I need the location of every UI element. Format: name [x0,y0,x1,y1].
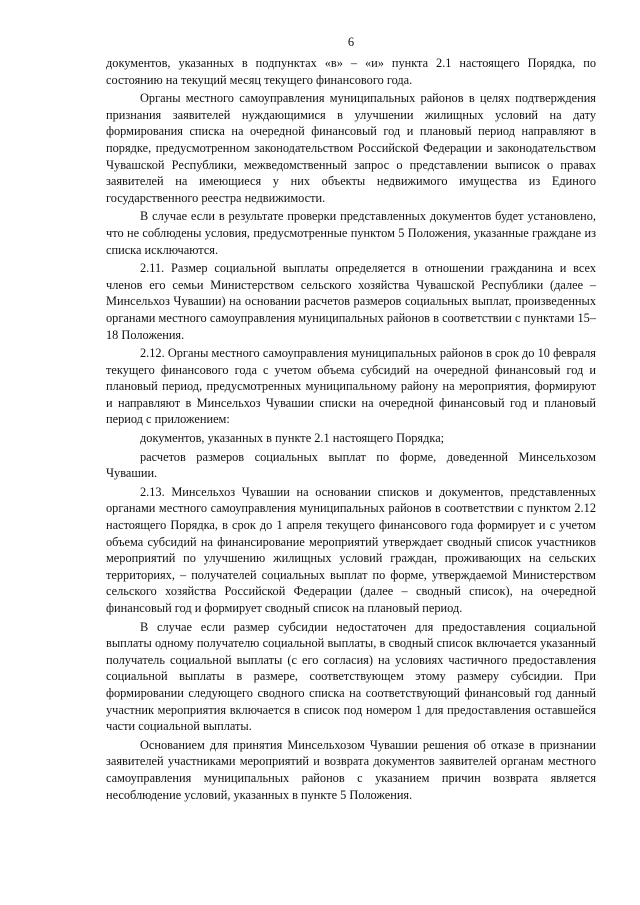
paragraph: Органы местного самоуправления муниципальных районов в целях подтверждения признания заявителей нуждающимися в улучшении жилищных условий на дату формирования списка на очередной финансовый год и плановый период направляют в порядке, предусмотренном законодательством Российской Федерации и законодательством Чувашской Республики, межведомственный запрос о представлении выписок о правах заявителей на имеющиеся у них объекты недвижимого имущества из Единого государственного реестра недвижимости. [106,91,596,205]
paragraph: 2.11. Размер социальной выплаты определяется в отношении гражданина и всех членов его семьи Министерством сельского хозяйства Чувашской Республики (далее – Минсельхоз Чувашии) на основании расчетов размеров социальных выплат, произведенных органами местного самоуправления муниципальных районов в соответствии с пунктами 15–18 Положения. [106,261,596,342]
page-number: 6 [347,35,355,49]
document-page [106,34,596,805]
paragraph: документов, указанных в подпунктах «в» – «и» пункта 2.1 настоящего Порядка, по состоянию на текущий месяц текущего финансового года. [106,56,596,87]
paragraph: В случае если в результате проверки представленных документов будет установлено, что не соблюдены условия, предусмотренные пунктом 5 Положения, указанные граждане из списка исключаются. [106,209,596,257]
paragraph: Основанием для принятия Минсельхозом Чувашии решения об отказе в признании заявителей участниками мероприятий и возврата документов заявителей органам местного самоуправления муниципальных районов с указанием причин возврата является несоблюдение условий, указанных в пункте 5 Положения. [106,737,596,802]
paragraph: документов, указанных в пункте 2.1 настоящего Порядка; [140,431,445,446]
paragraph: 2.13. Минсельхоз Чувашии на основании списков и документов, представленных органами местного самоуправления муниципальных районов в соответствии с пунктом 2.12 настоящего Порядка, в срок до 1 апреля текущего финансового года формирует и с учетом объема субсидий на финансирование мероприятий утверждает сводный список участников мероприятий по улучшению жилищных условий граждан, проживающих на сельских территориях, – получателей социальных выплат по форме, утверждаемой Министерством сельского хозяйства Российской Федерации (далее – сводный список), на очередной финансовый год и формирует сводный список на плановый период. [106,484,596,615]
paragraph: 2.12. Органы местного самоуправления муниципальных районов в срок до 10 февраля текущего финансового года с учетом объема субсидий на очередной финансовый год и плановый период, предусмотренных муниципальному району на мероприятия, формируют и направляют в Минсельхоз Чувашии списки на очередной финансовый год и плановый период с приложением: [106,346,596,427]
paragraph: В случае если размер субсидии недостаточен для предоставления социальной выплаты одному получателю социальной выплаты, в сводный список включается указанный получатель социальной выплаты (с его согласия) на условиях частичного предоставления социальной выплаты в размере, соответствующем этому размеру субсидии. При формировании следующего сводного списка на соответствующий финансовый год данный участник мероприятия включается в список под номером 1 для предоставления оставшейся части социальной выплаты. [106,619,596,734]
paragraph: расчетов размеров социальных выплат по форме, доведенной Минсельхозом Чувашии. [106,449,596,481]
